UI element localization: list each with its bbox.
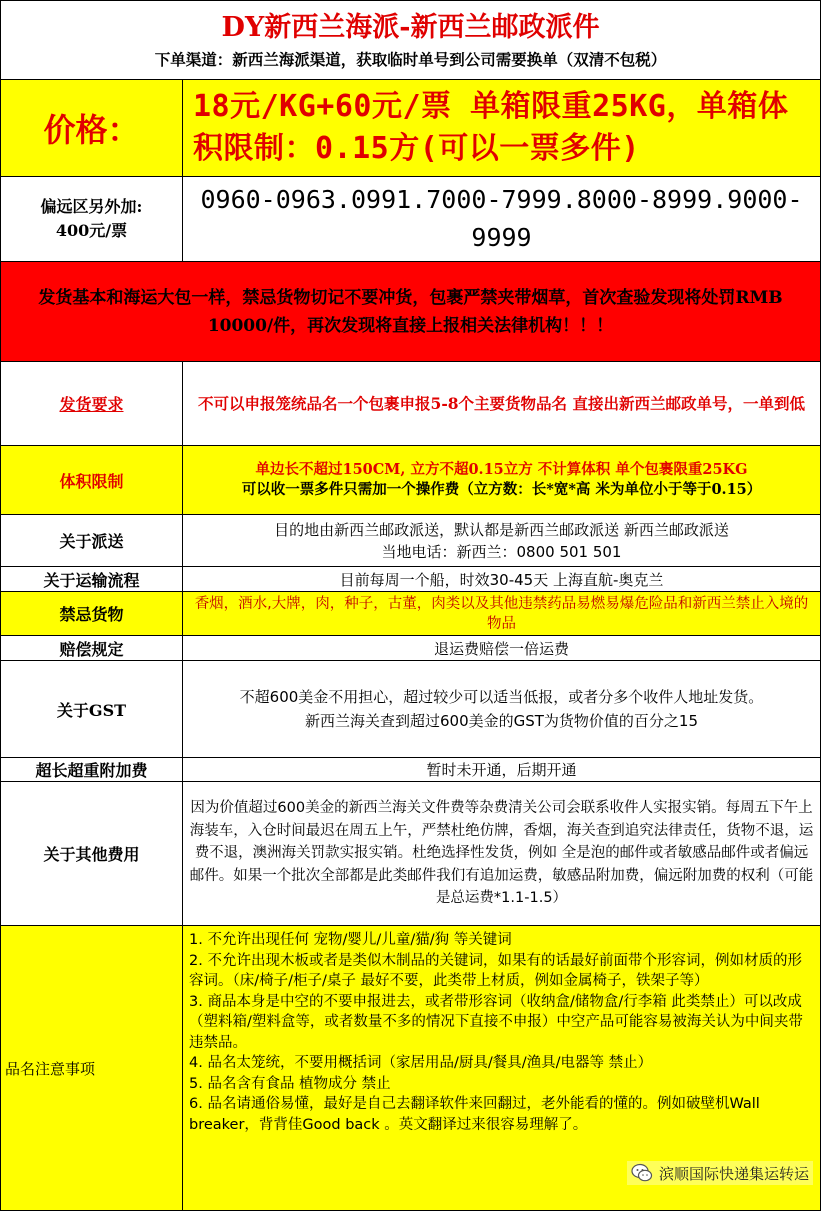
watermark-text: 滨顺国际快递集运转运	[658, 1164, 809, 1183]
surcharge-label-cell	[1, 758, 183, 781]
shipping-requirements-row	[0, 361, 821, 446]
other-fees-label: 关于其他费用	[43, 845, 140, 864]
transport-value: 目前每周一个船，时效30-45天 上海直航-奥克兰	[339, 570, 664, 589]
shipping-req-label-cell	[1, 362, 183, 445]
volume-line-1: 单边长不超过150CM, 立方不超0.15立方 不计算体积 单个包裹限重25KG	[255, 461, 748, 478]
page-subtitle: 下单渠道：新西兰海派渠道，获取临时单号到公司需要换单（双清不包税）	[154, 50, 667, 69]
volume-value-cell	[183, 446, 820, 514]
compensation-row	[0, 635, 821, 661]
gst-line-2: 新西兰海关查到超过600美金的GST为货物价值的百分之15	[304, 712, 699, 730]
compensation-value: 退运费赔偿一倍运费	[433, 639, 569, 658]
gst-label: 关于GST	[56, 700, 127, 720]
price-value-cell	[183, 80, 820, 176]
delivery-line-1: 目的地由新西兰邮政派送，默认都是新西兰邮政派送 新西兰邮政派送	[274, 520, 729, 539]
compensation-label: 赔偿规定	[59, 639, 124, 659]
delivery-label: 关于派送	[59, 532, 124, 551]
naming-item-5: 5. 品名含有食品 植物成分 禁止	[189, 1075, 391, 1092]
transport-label: 关于运输流程	[43, 570, 140, 590]
naming-item-6: 6. 品名请通俗易懂，最好是自己去翻译软件来回翻过，老外能看的懂的。例如破壁机Wall breaker，背背佳Good back 。英文翻译过来很容易理解了。	[189, 1096, 760, 1133]
price-row	[0, 79, 821, 177]
other-fees-value: 因为价值超过600美金的新西兰海关文件费等杂费清关公司会联系收件人实报实销。每周五下午上海装车，入仓时间最迟在周五上午，严禁杜绝仿牌，香烟，海关查到追究法律责任，货物不退，运费不退，澳洲海关罚款实报实销。杜绝选择性发货，例如 全是泡的邮件或者敏感品邮件或者偏远邮件。如果一个批次全部都是此类邮件我们有追加运费，敏感品附加费，偏远附加费的权利（可能是总运费*1.1-1.5）	[189, 800, 814, 907]
compensation-label-cell	[1, 636, 183, 660]
naming-item-2: 2. 不允许出现木板或者是类似木制品的关键词，如果有的话最好前面带个形容词，例如材质的形容词。（床/椅子/柜子/桌子 最好不要，此类带上材质，例如金属椅子，铁架子等）	[189, 952, 802, 989]
volume-line-2: 可以收一票多件只需加一个操作费（立方数：长*宽*高 米为单位小于等于0.15）	[241, 481, 762, 498]
remote-area-row	[0, 176, 821, 262]
prohibited-goods-row	[0, 591, 821, 636]
surcharge-row	[0, 757, 821, 782]
shipping-req-value-cell	[183, 362, 820, 445]
other-fees-label-cell	[1, 782, 183, 925]
prohibited-label-cell	[1, 592, 183, 635]
volume-label-cell	[1, 446, 183, 514]
price-label: 价格：	[43, 111, 140, 149]
transport-row	[0, 566, 821, 592]
transport-value-cell	[183, 567, 820, 591]
delivery-line-2: 当地电话：新西兰：0800 501 501	[381, 542, 622, 561]
prohibited-value-cell	[183, 592, 820, 635]
surcharge-label: 超长超重附加费	[35, 761, 148, 780]
watermark	[627, 1161, 813, 1185]
gst-line-1: 不超600美金不用担心，超过较少可以适当低报，或者分多个收件人地址发货。	[239, 688, 764, 706]
surcharge-value: 暂时未开通，后期开通	[426, 761, 577, 779]
gst-value-cell	[183, 661, 820, 757]
price-value: 18元/KG+60元/票 单箱限重25KG，单箱体积限制：0.15方(可以一票多件)	[193, 89, 789, 166]
compensation-value-cell	[183, 636, 820, 660]
shipping-req-label: 发货要求	[59, 395, 124, 414]
naming-label: 品名注意事项	[5, 1059, 96, 1078]
price-label-cell	[1, 80, 183, 176]
gst-row	[0, 660, 821, 758]
remote-label: 偏远区另外加: 400元/票	[40, 197, 143, 240]
naming-item-1: 1. 不允许出现任何 宠物/婴儿/儿童/猫/狗 等关键词	[189, 932, 512, 948]
volume-label: 体积限制	[59, 471, 124, 491]
prohibited-value: 香烟，酒水,大牌，肉，种子，古董，肉类以及其他违禁药品易燃易爆危险品和新西兰禁止入境的物品	[194, 595, 809, 632]
remote-postcodes-cell	[183, 177, 820, 261]
warning-row	[0, 261, 821, 362]
delivery-label-cell	[1, 515, 183, 566]
transport-label-cell	[1, 567, 183, 591]
shipping-req-value: 不可以申报笼统品名一个包裹申报5-8个主要货物品名 直接出新西兰邮政单号，一单到低	[198, 393, 805, 413]
naming-item-3: 3. 商品本身是中空的不要申报进去，或者带形容词（收纳盒/储物盒/行李箱 此类禁止）可以改成（塑料箱/塑料盒等，或者数量不多的情况下直接不申报）中空产品可能容易被海关认为中间夹带违禁品。	[189, 993, 803, 1051]
header-row	[0, 0, 821, 80]
gst-label-cell	[1, 661, 183, 757]
other-fees-row	[0, 781, 821, 926]
naming-item-4: 4. 品名太笼统，不要用概括词（家居用品/厨具/餐具/渔具/电器等 禁止）	[189, 1055, 653, 1071]
remote-label-cell	[1, 177, 183, 261]
naming-label-cell	[1, 926, 183, 1210]
remote-postcodes: 0960-0963.0991.7000-7999.8000-8999.9000-9999	[200, 185, 803, 252]
volume-limit-row	[0, 445, 821, 515]
delivery-value-cell	[183, 515, 820, 566]
page-title: DY新西兰海派-新西兰邮政派件	[221, 12, 600, 43]
prohibited-label: 禁忌货物	[59, 605, 124, 624]
warning-text: 发货基本和海运大包一样，禁忌货物切记不要冲货，包裹严禁夹带烟草，首次查验发现将处罚RMB 10000/件，再次发现将直接上报相关法律机构！！！	[38, 287, 783, 336]
other-fees-value-cell	[183, 782, 820, 925]
delivery-row	[0, 514, 821, 567]
wechat-icon	[631, 1162, 653, 1184]
surcharge-value-cell	[183, 758, 820, 781]
